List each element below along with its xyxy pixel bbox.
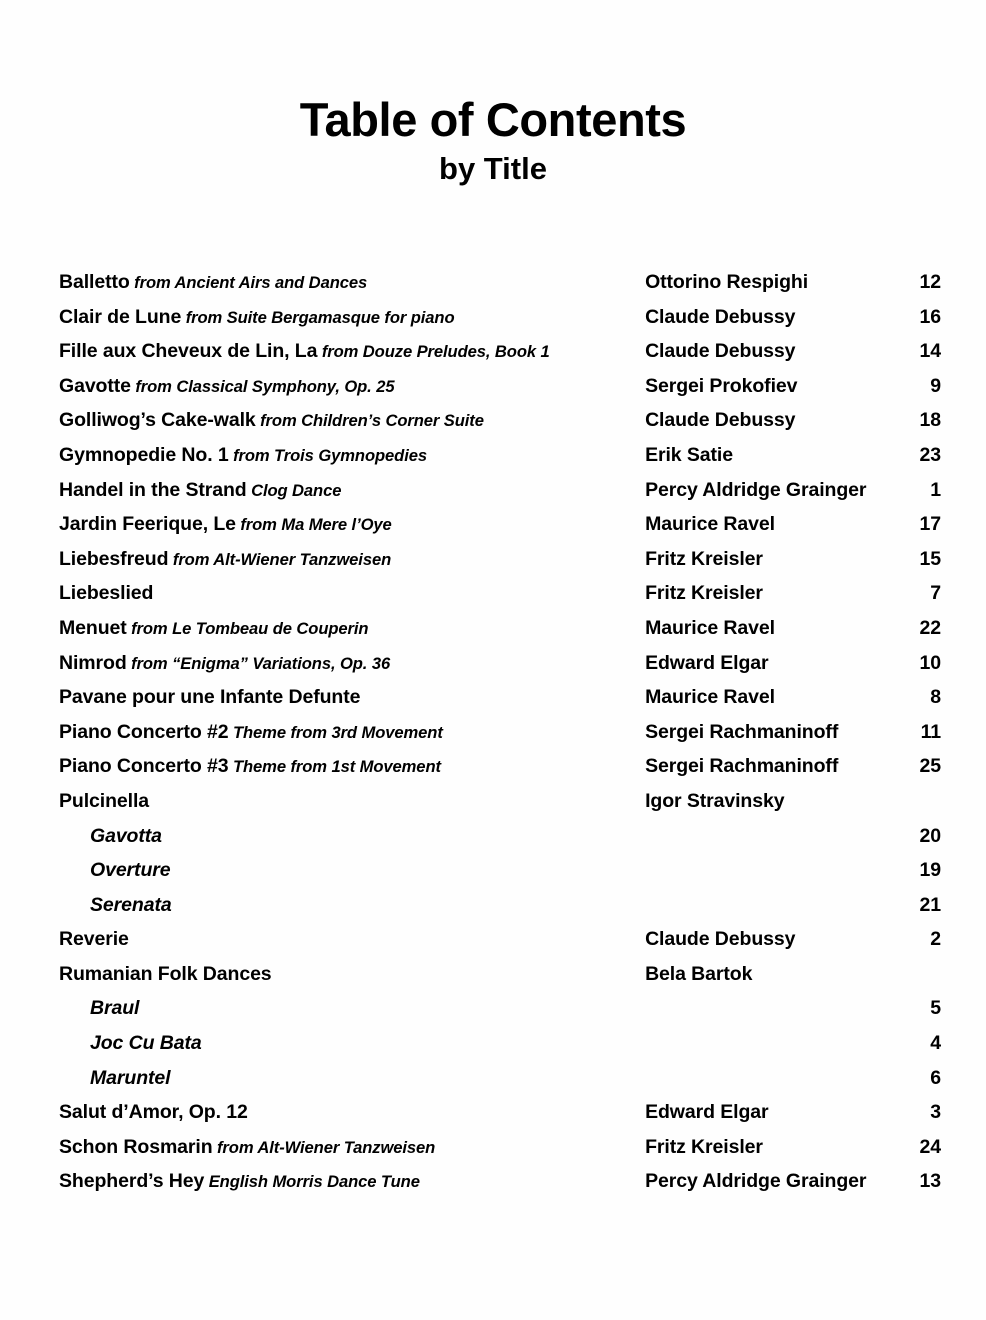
work-title: Salut d’Amor, Op. 12 xyxy=(59,1101,248,1124)
composer-cell xyxy=(645,375,875,410)
table-row xyxy=(59,790,941,825)
composer-name: Sergei Rachmaninoff xyxy=(645,755,839,778)
work-subtitle: from Ancient Airs and Dances xyxy=(134,273,368,292)
composer-cell xyxy=(645,721,875,756)
table-row xyxy=(59,825,941,860)
composer-cell xyxy=(645,1170,875,1205)
table-row xyxy=(59,755,941,790)
page-number: 17 xyxy=(919,513,941,536)
entry-title-cell xyxy=(59,479,645,514)
page-subtitle: by Title xyxy=(439,150,547,186)
page-number: 25 xyxy=(919,755,941,778)
composer-name: Maurice Ravel xyxy=(645,686,775,709)
page-number: 21 xyxy=(919,893,941,916)
work-subtitle: Theme from 1st Movement xyxy=(232,757,441,777)
work-title: Handel in the Strand xyxy=(59,478,247,501)
composer-name: Edward Elgar xyxy=(645,651,769,674)
work-subtitle: from Trois Gymnopedies xyxy=(233,445,427,465)
work-title: Clair de Lune xyxy=(59,305,182,328)
table-row xyxy=(59,617,941,652)
composer-name: Claude Debussy xyxy=(645,409,796,432)
page-number-cell xyxy=(875,306,941,341)
page-number-cell xyxy=(875,271,941,306)
table-row xyxy=(59,894,941,929)
table-row xyxy=(59,409,941,444)
work-subtitle: from Alt-Wiener Tanzweisen xyxy=(217,1137,436,1157)
page-number: 24 xyxy=(919,1135,941,1158)
composer-cell xyxy=(645,306,875,341)
page-number: 12 xyxy=(919,271,941,293)
work-subtitle: from Children’s Corner Suite xyxy=(260,411,484,431)
table-row xyxy=(59,444,941,479)
work-title: Pulcinella xyxy=(59,789,150,812)
work-title: Liebeslied xyxy=(59,582,154,605)
entry-title-cell xyxy=(59,548,645,583)
page-number: 15 xyxy=(919,547,941,570)
composer-name: Sergei Rachmaninoff xyxy=(645,720,839,743)
composer-cell xyxy=(645,479,875,514)
page-number: 9 xyxy=(930,374,941,397)
composer-name: Maurice Ravel xyxy=(645,616,775,639)
page-number: 5 xyxy=(930,997,941,1020)
page-number-cell xyxy=(875,721,941,756)
entry-title-cell xyxy=(59,997,645,1032)
composer-cell xyxy=(645,963,875,998)
page-number: 14 xyxy=(919,340,941,363)
composer-cell xyxy=(645,652,875,687)
work-title: Reverie xyxy=(59,928,129,951)
entry-title-cell xyxy=(59,1136,645,1171)
entry-title-cell xyxy=(59,686,645,721)
table-row xyxy=(59,721,941,756)
entry-title-cell xyxy=(59,790,645,825)
entry-title-cell xyxy=(59,513,645,548)
table-of-contents xyxy=(59,271,941,1205)
work-title: Rumanian Folk Dances xyxy=(59,962,272,985)
composer-cell xyxy=(645,271,875,306)
entry-title-cell xyxy=(59,1101,645,1136)
page-number-cell xyxy=(875,825,941,860)
page-number-cell xyxy=(875,1170,941,1205)
page-number: 3 xyxy=(930,1101,941,1124)
entry-title-cell xyxy=(59,375,645,410)
table-row xyxy=(59,1136,941,1171)
page-number: 11 xyxy=(920,720,941,743)
table-row xyxy=(59,928,941,963)
page-number: 13 xyxy=(919,1170,941,1193)
page-title: Table of Contents xyxy=(299,93,687,146)
composer-cell xyxy=(645,755,875,790)
composer-cell xyxy=(645,825,875,860)
composer-cell xyxy=(645,1067,875,1102)
composer-name: Maurice Ravel xyxy=(645,513,775,536)
work-subtitle: Clog Dance xyxy=(251,480,342,500)
composer-name: Claude Debussy xyxy=(645,340,796,363)
work-subtitle: English Morris Dance Tune xyxy=(208,1172,420,1192)
work-title: Balletto xyxy=(59,271,130,293)
page-number-cell xyxy=(875,340,941,375)
page-number-cell xyxy=(875,582,941,617)
table-row xyxy=(59,375,941,410)
entry-title-cell xyxy=(59,409,645,444)
page-number-cell xyxy=(875,686,941,721)
work-title: Gavotte xyxy=(59,374,131,397)
work-title: Schon Rosmarin xyxy=(59,1135,213,1158)
table-of-contents-body xyxy=(59,271,941,1205)
page-number: 18 xyxy=(919,409,941,432)
entry-title-cell xyxy=(59,1032,645,1067)
page-number-cell xyxy=(875,444,941,479)
work-title: Jardin Feerique, Le xyxy=(59,513,236,536)
composer-cell xyxy=(645,582,875,617)
work-title: Golliwog’s Cake-walk xyxy=(59,409,256,432)
entry-title-cell xyxy=(59,444,645,479)
composer-name: Erik Satie xyxy=(645,443,733,466)
table-row xyxy=(59,1032,941,1067)
page-number: 2 xyxy=(930,928,941,951)
composer-name: Igor Stravinsky xyxy=(645,789,785,812)
entry-title-cell xyxy=(59,617,645,652)
composer-name: Ottorino Respighi xyxy=(645,271,809,293)
page-number: 1 xyxy=(930,478,941,501)
composer-cell xyxy=(645,617,875,652)
page-number-cell xyxy=(875,1101,941,1136)
page-number-cell xyxy=(875,963,941,998)
table-row xyxy=(59,548,941,583)
composer-name: Percy Aldridge Grainger xyxy=(645,478,867,501)
composer-cell xyxy=(645,513,875,548)
table-row xyxy=(59,1170,941,1205)
movement-title: Braul xyxy=(90,997,140,1020)
composer-cell xyxy=(645,1032,875,1067)
movement-title: Joc Cu Bata xyxy=(90,1032,202,1055)
page-number: 22 xyxy=(919,616,941,639)
page-number-cell xyxy=(875,652,941,687)
entry-title-cell xyxy=(59,721,645,756)
work-title: Liebesfreud xyxy=(59,547,169,570)
entry-title-cell xyxy=(59,928,645,963)
work-title: Nimrod xyxy=(59,651,127,674)
movement-title: Gavotta xyxy=(90,824,162,847)
entry-title-cell xyxy=(59,306,645,341)
movement-title: Maruntel xyxy=(90,1066,171,1089)
table-row xyxy=(59,340,941,375)
composer-name: Bela Bartok xyxy=(645,962,753,985)
entry-title-cell xyxy=(59,894,645,929)
composer-name: Claude Debussy xyxy=(645,305,796,328)
work-subtitle: from Le Tombeau de Couperin xyxy=(131,618,369,638)
table-row xyxy=(59,1067,941,1102)
work-title: Piano Concerto #2 xyxy=(59,720,229,743)
page-number-cell xyxy=(875,513,941,548)
entry-title-cell xyxy=(59,652,645,687)
page-number: 10 xyxy=(919,651,941,674)
composer-name: Fritz Kreisler xyxy=(645,1135,763,1158)
movement-title: Overture xyxy=(90,859,171,882)
page-number-cell xyxy=(875,375,941,410)
composer-name: Claude Debussy xyxy=(645,928,796,951)
page-number-cell xyxy=(875,894,941,929)
page-number-cell xyxy=(875,790,941,825)
page-number-cell xyxy=(875,409,941,444)
page-number: 7 xyxy=(930,582,941,605)
page-number-cell xyxy=(875,997,941,1032)
table-row xyxy=(59,686,941,721)
composer-name: Fritz Kreisler xyxy=(645,582,763,605)
work-subtitle: from Alt-Wiener Tanzweisen xyxy=(172,549,392,569)
composer-name: Sergei Prokofiev xyxy=(645,374,798,397)
page-number: 19 xyxy=(919,859,941,882)
work-title: Menuet xyxy=(59,616,127,639)
table-row xyxy=(59,1101,941,1136)
composer-cell xyxy=(645,859,875,894)
composer-cell xyxy=(645,928,875,963)
movement-title: Serenata xyxy=(90,893,172,916)
page-number-cell xyxy=(875,617,941,652)
work-subtitle: Theme from 3rd Movement xyxy=(232,722,443,742)
work-title: Shepherd’s Hey xyxy=(59,1170,205,1193)
entry-title-cell xyxy=(59,1067,645,1102)
table-row xyxy=(59,306,941,341)
entry-title-cell xyxy=(59,1170,645,1205)
entry-title-cell xyxy=(59,755,645,790)
table-row xyxy=(59,479,941,514)
composer-name: Edward Elgar xyxy=(645,1101,769,1124)
entry-title-cell xyxy=(59,859,645,894)
page-heading xyxy=(0,93,986,186)
work-subtitle: from Ma Mere l’Oye xyxy=(240,515,392,535)
entry-title-cell xyxy=(59,271,645,306)
work-subtitle: from Classical Symphony, Op. 25 xyxy=(135,376,395,396)
work-subtitle: from “Enigma” Variations, Op. 36 xyxy=(131,653,391,673)
work-subtitle: from Suite Bergamasque for piano xyxy=(185,307,455,327)
composer-cell xyxy=(645,1101,875,1136)
work-subtitle: from Douze Preludes, Book 1 xyxy=(321,342,550,362)
page-number: 6 xyxy=(930,1066,941,1089)
composer-cell xyxy=(645,790,875,825)
table-row xyxy=(59,513,941,548)
composer-cell xyxy=(645,548,875,583)
composer-cell xyxy=(645,686,875,721)
entry-title-cell xyxy=(59,340,645,375)
work-title: Gymnopedie No. 1 xyxy=(59,443,229,466)
page-number-cell xyxy=(875,1136,941,1171)
page-number: 4 xyxy=(930,1032,941,1055)
table-row xyxy=(59,859,941,894)
page-number: 20 xyxy=(919,824,941,847)
composer-cell xyxy=(645,1136,875,1171)
page-number-cell xyxy=(875,1067,941,1102)
page-number-cell xyxy=(875,859,941,894)
composer-cell xyxy=(645,444,875,479)
page-number-cell xyxy=(875,928,941,963)
composer-name: Fritz Kreisler xyxy=(645,547,763,570)
composer-cell xyxy=(645,409,875,444)
table-row xyxy=(59,963,941,998)
table-row xyxy=(59,997,941,1032)
composer-cell xyxy=(645,340,875,375)
page-number-cell xyxy=(875,548,941,583)
page-number: 23 xyxy=(919,443,941,466)
entry-title-cell xyxy=(59,825,645,860)
page-number: 16 xyxy=(919,305,941,328)
page-number-cell xyxy=(875,479,941,514)
work-title: Piano Concerto #3 xyxy=(59,755,229,778)
entry-title-cell xyxy=(59,963,645,998)
page-number-cell xyxy=(875,755,941,790)
composer-cell xyxy=(645,997,875,1032)
table-row xyxy=(59,582,941,617)
page-number: 8 xyxy=(930,686,941,709)
entry-title-cell xyxy=(59,582,645,617)
table-row xyxy=(59,271,941,306)
work-title: Fille aux Cheveux de Lin, La xyxy=(59,340,318,363)
table-row xyxy=(59,652,941,687)
composer-name: Percy Aldridge Grainger xyxy=(645,1170,867,1193)
page-number-cell xyxy=(875,1032,941,1067)
composer-cell xyxy=(645,894,875,929)
work-title: Pavane pour une Infante Defunte xyxy=(59,686,361,709)
